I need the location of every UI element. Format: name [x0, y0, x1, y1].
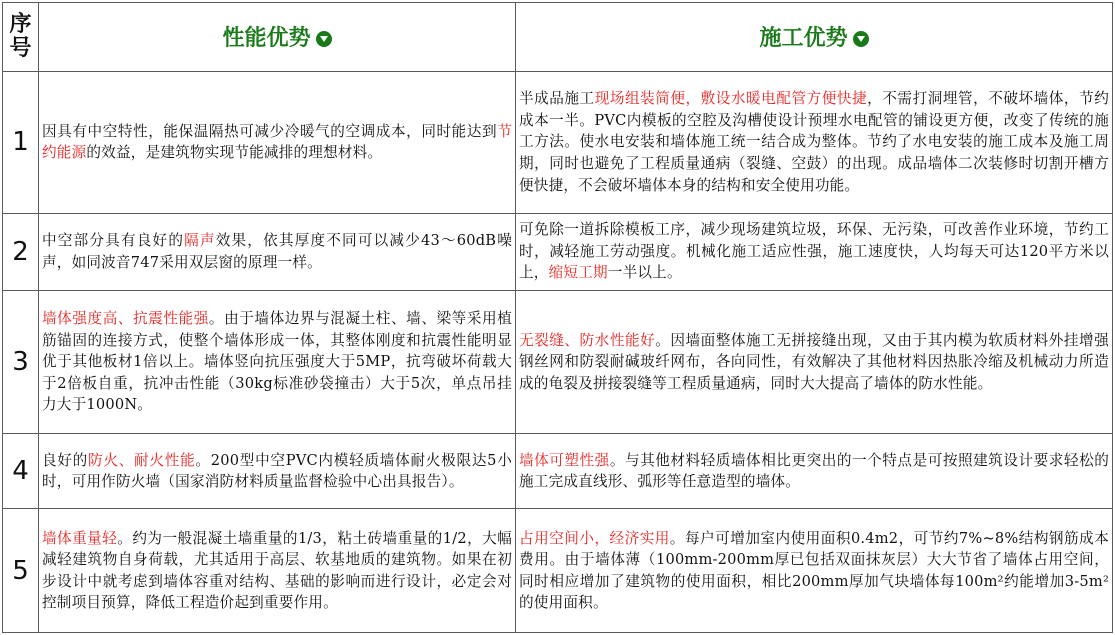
- body-text: ，不需打洞埋管，不破坏墙体，节约成本一半。PVC内模板的空腔及沟槽使设计预埋水电配管的铺设更方便，改变了传统的施工方法。使水电安装和墙体施工统一结合成为整体。节约了水电安装的施工成本及施工周期，同时也避免了工程质量通病（裂缝、空鼓）的出现。成品墙体二次装修时切割开槽方便快捷，不会破坏墙体本身的结构和安全使用功能。: [519, 90, 1109, 194]
- performance-column-header[interactable]: [39, 3, 516, 72]
- highlight-text: 现场组装简便，敷设水暖电配管方便快捷: [594, 90, 868, 108]
- row-index: 3: [3, 290, 39, 434]
- body-text: 可免除一道拆除模板工序，减少现场建筑垃圾，环保、无污染，可改善作业环境，节约工时，减轻施工劳动强度。机械化施工适应性强，施工速度快，人均每天可达120平方米以上，: [519, 221, 1109, 282]
- body-text: 中空部分具有良好的: [42, 232, 185, 250]
- table-row: [3, 509, 1113, 633]
- performance-cell: [39, 71, 516, 213]
- construction-cell: [516, 71, 1113, 213]
- body-text: 一半以上。: [607, 264, 682, 282]
- row-index: 5: [3, 509, 39, 633]
- body-text: 。因墙面整体施工无拼接缝出现，又由于其内模为软质材料外挂增强钢丝网和防裂耐碱玻纤网布，各向同性，有效解决了其他材料因热胀冷缩及机械动力所造成的龟裂及拼接裂缝等工程质量通病，同时大大提高了墙体的防水性能。: [519, 331, 1109, 392]
- performance-cell: [39, 509, 516, 633]
- comparison-table: [2, 2, 1113, 633]
- body-text: 效果，依其厚度不同可以减少43～60dB噪声，如同波音747采用双层窗的原理一样。: [42, 232, 512, 271]
- performance-cell: [39, 434, 516, 509]
- highlight-text: 节约能源: [42, 122, 512, 162]
- row-index: 4: [3, 434, 39, 509]
- chevron-down-icon[interactable]: [316, 31, 332, 47]
- highlight-text: 无裂缝、防水性能好: [519, 331, 656, 349]
- table-row: [3, 213, 1113, 290]
- body-text: 良好的: [42, 451, 89, 469]
- performance-cell: [39, 213, 516, 290]
- header-row: [3, 3, 1113, 72]
- body-text: 因具有中空特性，能保温隔热可减少冷暖气的空调成本，同时能达到: [42, 122, 498, 140]
- body-text: 。约为一般混凝土墙重量的1/3，粘土砖墙重量的1/2，大幅减轻建筑物自身荷载，尤其适用于高层、软基地质的建筑物。如果在初步设计中就考虑到墙体容重对结构、基础的影响而进行设计，必定会对控制项目预算，降低工程造价起到重要作用。: [42, 529, 512, 612]
- body-text: 。与其他材料轻质墙体相比更突出的一个特点是可按照建筑设计要求轻松的施工完成直线形、弧形等任意造型的墙体。: [519, 451, 1109, 491]
- highlight-text: 防火、耐火性能: [88, 451, 196, 469]
- table-row: [3, 434, 1113, 509]
- row-index: 1: [3, 71, 39, 213]
- construction-column-header[interactable]: [516, 3, 1113, 72]
- construction-cell: [516, 290, 1113, 434]
- construction-title: 施工优势: [759, 26, 848, 52]
- body-text: 的效益，是建筑物实现节能减排的理想材料。: [86, 144, 383, 162]
- highlight-text: 占用空间小，经济实用: [519, 529, 670, 547]
- chevron-down-icon[interactable]: [853, 31, 869, 47]
- table-row: [3, 71, 1113, 213]
- construction-cell: [516, 434, 1113, 509]
- construction-cell: [516, 509, 1113, 633]
- index-column-header: 序号: [3, 3, 39, 72]
- highlight-text: 墙体可塑性强: [519, 451, 610, 469]
- performance-cell: [39, 290, 516, 434]
- body-text: 。200型中空PVC内模轻质墙体耐火极限达5小时，可用作防火墙（国家消防材料质量监督检验中心出具报告）。: [42, 451, 512, 491]
- highlight-text: 隔声: [184, 232, 216, 250]
- table-row: [3, 290, 1113, 434]
- highlight-text: 缩短工期: [548, 264, 608, 282]
- body-text: 。每户可增加室内使用面积0.4m2，可节约7%~8%结构钢筋成本费用。由于墙体薄（100mm-200mm厚已包括双面抹灰层）大大节省了墙体占用空间，同时相应增加了建筑物的使用面积，相比200mm厚加气块墙体每100m²约能增加3-5m²的使用面积。: [519, 529, 1109, 612]
- construction-cell: [516, 213, 1113, 290]
- row-index: 2: [3, 213, 39, 290]
- body-text: 半成品施工: [519, 90, 595, 108]
- performance-title: 性能优势: [222, 26, 311, 52]
- highlight-text: 墙体强度高、抗震性能强: [42, 310, 209, 328]
- body-text: 。由于墙体边界与混凝土柱、墙、梁等采用植筋锚固的连接方式，使整个墙体形成一体，其整体刚度和抗震性能明显优于其他板材1倍以上。墙体竖向抗压强度大于5MP，抗弯破坏荷载大于2倍板自重，抗冲击性能（30kg标准砂袋撞击）大于5次，单点吊挂力大于1000N。: [42, 310, 512, 414]
- highlight-text: 墙体重量轻: [42, 529, 118, 547]
